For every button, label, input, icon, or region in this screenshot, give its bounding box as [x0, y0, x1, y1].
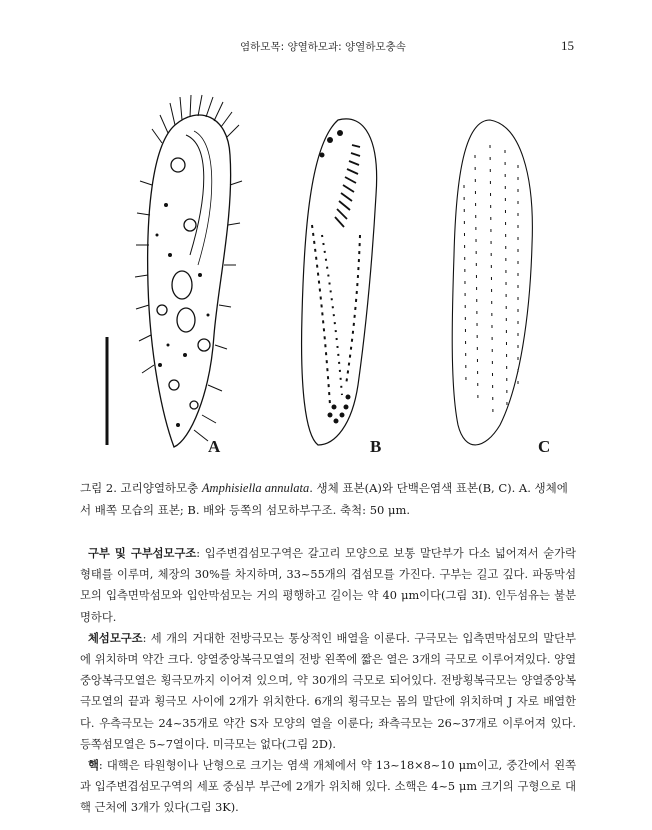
ventral-ciliature-drawing [302, 119, 377, 445]
heading-oral-ciliature: 구부 및 구부섬모구조 [88, 546, 197, 560]
page-header [0, 38, 652, 54]
running-title: 염하모목: 양열하모과: 양열하모충속 [240, 41, 406, 53]
text-somatic-ciliature: : 세 개의 거대한 전방극모는 통상적인 배열을 이룬다. 구극모는 입측면막섬모의 말단부에 위치하며 약간 크다. 양열중앙복극모열의 전방 왼쪽에 짧은 열은 3개의 극모로 이루어져있다. 양열중앙복극모열은 횡극모까지 이어져 있으며, 약 30개의 극모로 되어있다. 전방횡복극모는 양열중앙복극모열의 끝과 횡극모 사이에 2개가 위치한다. 6개의 횡극모는 몸의 말단에 위치하며 J 자로 배열한다. 우측극모는 24~35개로 약간 S자 모양의 열을 이룬다; 좌측극모는 26~37개로 이루어져 있다. 등쪽섬모열은 5~7열이다. 미극모는 없다(그림 2D). [80, 631, 576, 751]
panel-label-b: B [370, 437, 382, 456]
panel-label-a: A [208, 437, 221, 456]
body-text [80, 543, 576, 819]
text-nuclear-apparatus: : 대핵은 타원형이나 난형으로 크기는 염색 개체에서 약 13~18×8~10 μm이고, 중간에서 왼쪽과 입주변겹섬모구역의 세포 중심부 부근에 2개가 위치해 있다. 소핵은 4~5 μm 크기의 구형으로 대핵 근처에 3개가 있다(그림 3K). [80, 759, 576, 815]
specimen-live-drawing [107, 95, 242, 447]
caption-suffix: . 생체 표본(A)와 단백은염색 표본(B, C). A. 생체에서 배쪽 모습의 표본; B. 배와 등쪽의 섬모하부구조. 축척: 50 μm. [80, 481, 568, 517]
figure-caption [80, 477, 576, 521]
heading-nuclear-apparatus: 핵 [88, 758, 99, 773]
caption-prefix: 그림 2. 고리양열하모충 [80, 481, 202, 495]
paragraph-oral-ciliature [80, 543, 576, 628]
panel-label-c: C [538, 437, 551, 456]
dorsal-ciliature-drawing [452, 120, 532, 445]
paragraph-nuclear-apparatus [80, 755, 576, 819]
paragraph-somatic-ciliature [80, 628, 576, 755]
figure-2 [90, 85, 570, 465]
page-number: 15 [561, 38, 574, 53]
heading-somatic-ciliature: 체섬모구조 [88, 630, 143, 645]
text-oral-ciliature: : 입주변겹섬모구역은 갈고리 모양으로 보통 말단부가 다소 넓어져서 숟가락 형태를 이루며, 체장의 30%를 차지하며, 33~55개의 겹섬모를 가진다. 구부는 길고 깊다. 파동막섬모의 입측면막섬모와 입안막섬모는 거의 평행하고 길이는 약 40 μm이다(그림 3I). 인두섬유는 불분명하다. [80, 547, 576, 624]
caption-species: Amphisiella annulata [201, 481, 310, 495]
ciliate-illustrations [90, 85, 570, 465]
